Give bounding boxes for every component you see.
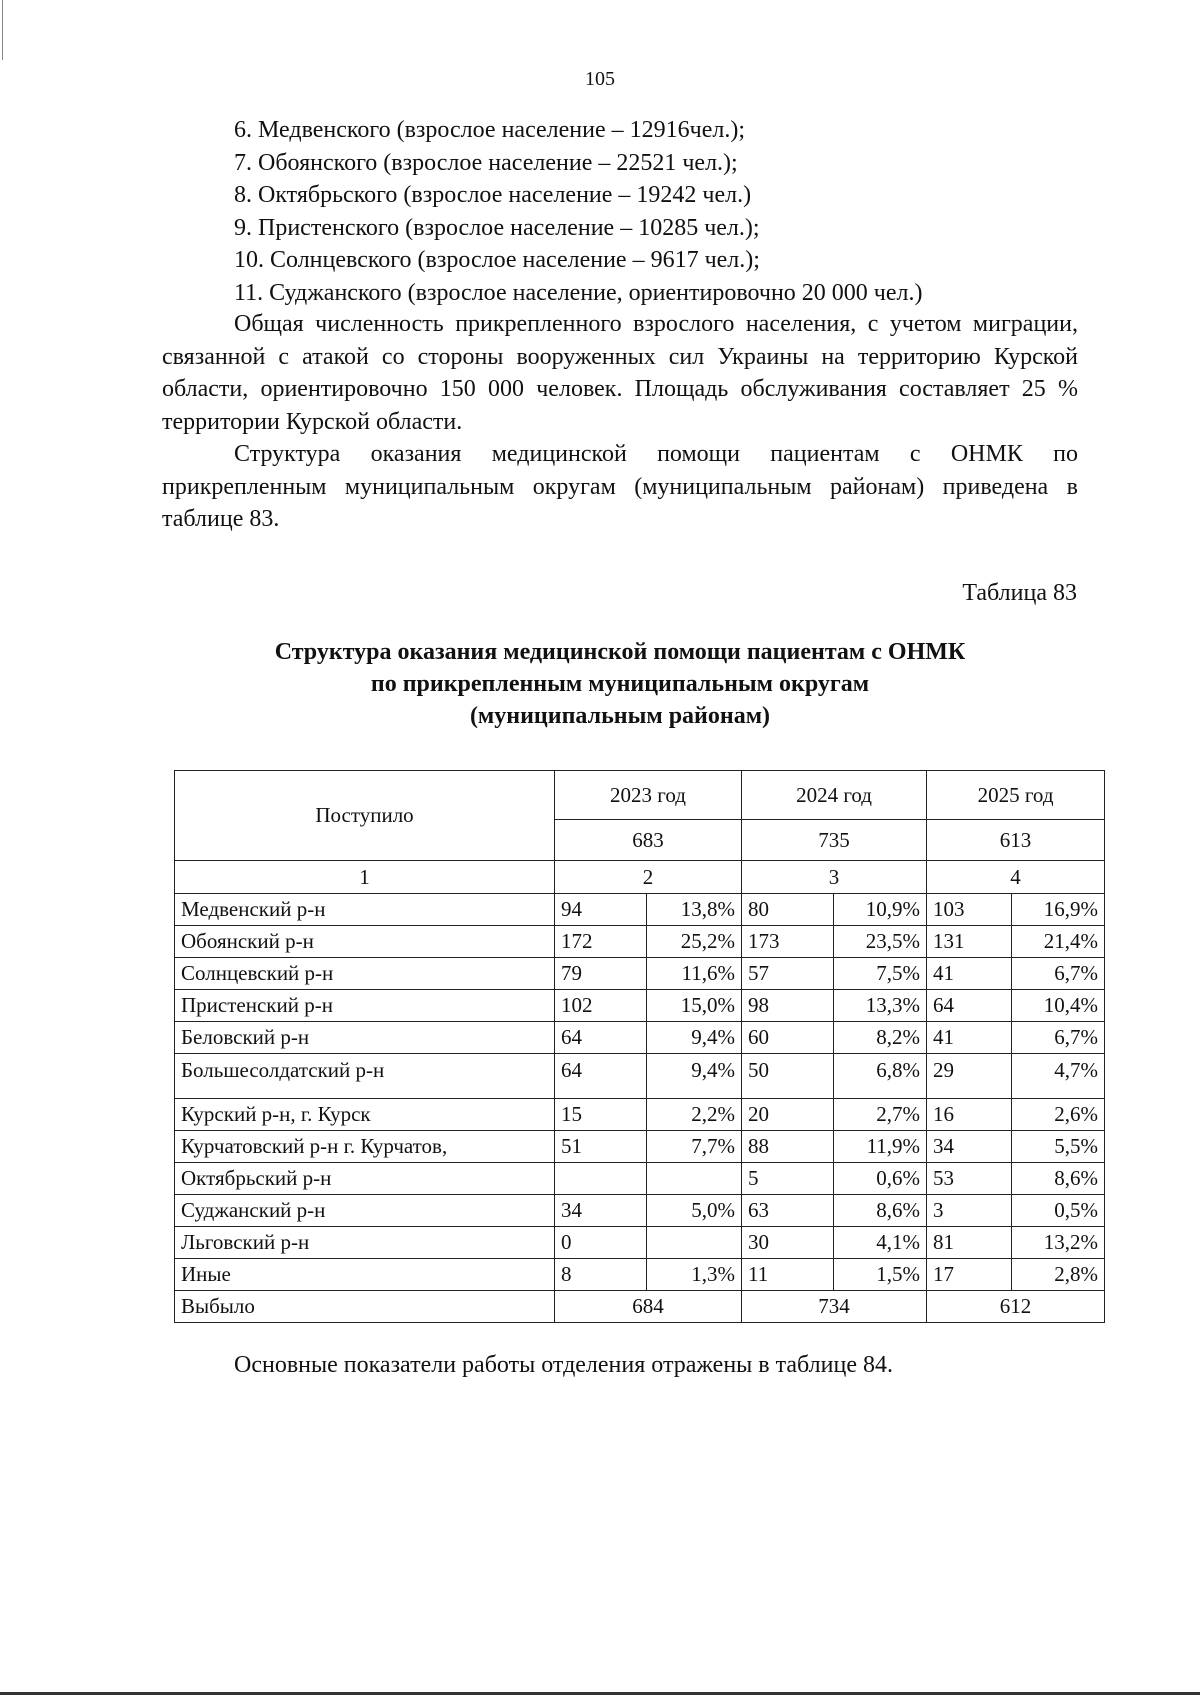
table-footer-row [175,1291,1105,1323]
percent-cell: 9,4% [647,1022,742,1054]
district-name-cell: Иные [175,1259,555,1291]
count-cell: 79 [555,958,647,990]
table-row [175,990,1105,1022]
district-name-cell: Курский р-н, г. Курск [175,1099,555,1131]
table-number: Таблица 83 [962,580,1077,606]
percent-cell: 16,9% [1012,894,1105,926]
total-in-cell: 683 [555,820,742,861]
percent-cell: 6,7% [1012,958,1105,990]
column-number-cell: 2 [555,861,742,894]
percent-cell: 13,2% [1012,1227,1105,1259]
count-cell: 60 [742,1022,834,1054]
count-cell: 20 [742,1099,834,1131]
percent-cell: 13,8% [647,894,742,926]
column-number-cell: 3 [742,861,927,894]
count-cell: 94 [555,894,647,926]
percent-cell: 9,4% [647,1054,742,1099]
count-cell: 51 [555,1131,647,1163]
district-name-cell: Солнцевский р-н [175,958,555,990]
district-name-cell: Курчатовский р-н г. Курчатов, [175,1131,555,1163]
count-cell: 64 [555,1054,647,1099]
count-cell: 41 [927,1022,1012,1054]
list-item: 10. Солнцевского (взрослое население – 9617 чел.); [234,247,760,273]
percent-cell: 15,0% [647,990,742,1022]
header-cell-year: 2025 год [927,771,1105,820]
table-row [175,1022,1105,1054]
percent-cell: 4,1% [834,1227,927,1259]
percent-cell: 5,5% [1012,1131,1105,1163]
column-number-cell: 1 [175,861,555,894]
table-title-line: (муниципальным районам) [469,703,771,729]
percent-cell: 2,6% [1012,1099,1105,1131]
list-item: 7. Обоянского (взрослое население – 22521 чел.); [234,149,738,176]
total-out-cell: 612 [927,1291,1105,1323]
count-cell: 172 [555,926,647,958]
percent-cell: 1,3% [647,1259,742,1291]
percent-cell: 2,7% [834,1099,927,1131]
total-out-cell: 684 [555,1291,742,1323]
page-number: 105 [585,68,615,90]
count-cell: 64 [555,1022,647,1054]
list-item: 11. Суджанского (взрослое население, ориентировочно 20 000 чел.) [234,279,923,306]
count-cell: 80 [742,894,834,926]
percent-cell: 1,5% [834,1259,927,1291]
table-title-line: Структура оказания медицинской помощи пациентам с ОНМК [274,639,966,665]
percent-cell: 10,9% [834,894,927,926]
count-cell: 29 [927,1054,1012,1099]
scan-edge-mark [2,0,3,60]
count-cell: 41 [927,958,1012,990]
count-cell: 11 [742,1259,834,1291]
table-row [175,1163,1105,1195]
column-number-row [175,861,1105,894]
list-item: 9. Пристенского (взрослое население – 10285 чел.); [234,214,760,241]
count-cell: 173 [742,926,834,958]
district-name-cell: Суджанский р-н [175,1195,555,1227]
count-cell: 57 [742,958,834,990]
percent-cell: 7,5% [834,958,927,990]
table-row [175,1195,1105,1227]
count-cell: 34 [927,1131,1012,1163]
percent-cell [647,1227,742,1259]
district-name-cell: Октябрьский р-н [175,1163,555,1195]
total-in-cell: 613 [927,820,1105,861]
count-cell: 98 [742,990,834,1022]
count-cell: 17 [927,1259,1012,1291]
percent-cell: 0,5% [1012,1195,1105,1227]
percent-cell: 8,6% [834,1195,927,1227]
list-item: 8. Октябрьского (взрослое население – 19242 чел.) [234,182,752,208]
count-cell: 88 [742,1131,834,1163]
count-cell: 64 [927,990,1012,1022]
district-name-cell: Медвенский р-н [175,894,555,926]
percent-cell: 7,7% [647,1131,742,1163]
table-row [175,1054,1105,1099]
percent-cell: 6,8% [834,1054,927,1099]
table-row [175,958,1105,990]
percent-cell: 0,6% [834,1163,927,1195]
count-cell: 30 [742,1227,834,1259]
header-cell-received: Поступило [175,771,555,861]
header-cell-year: 2023 год [555,771,742,820]
count-cell: 34 [555,1195,647,1227]
total-in-cell: 735 [742,820,927,861]
count-cell: 15 [555,1099,647,1131]
district-name-cell: Пристенский р-н [175,990,555,1022]
district-name-cell: Большесолдатский р-н [175,1054,555,1099]
percent-cell: 8,6% [1012,1163,1105,1195]
table-row [175,926,1105,958]
table-row [175,1227,1105,1259]
count-cell: 3 [927,1195,1012,1227]
count-cell: 0 [555,1227,647,1259]
percent-cell [647,1163,742,1195]
table-body [175,894,1105,1291]
header-cell-year: 2024 год [742,771,927,820]
percent-cell: 4,7% [1012,1054,1105,1099]
percent-cell: 21,4% [1012,926,1105,958]
district-list [234,114,1094,309]
percent-cell: 2,2% [647,1099,742,1131]
footer-label-cell: Выбыло [175,1291,555,1323]
count-cell: 50 [742,1054,834,1099]
percent-cell: 11,9% [834,1131,927,1163]
percent-cell: 5,0% [647,1195,742,1227]
count-cell: 63 [742,1195,834,1227]
district-name-cell: Беловский р-н [175,1022,555,1054]
percent-cell: 13,3% [834,990,927,1022]
paragraph-population: Общая численность прикрепленного взрослого населения, с учетом миграции, связанной с атакой со стороны вооруженных сил Украины на территорию Курской области, ориентировочно 150 000 человек. Площадь обслуживания составляет 25 % территории Курской области. [162,311,1078,435]
percent-cell: 6,7% [1012,1022,1105,1054]
column-number-cell: 4 [927,861,1105,894]
table-title-line: по прикрепленным муниципальным округам [370,671,870,697]
count-cell: 103 [927,894,1012,926]
table-row [175,894,1105,926]
count-cell: 16 [927,1099,1012,1131]
table-title [0,636,1200,732]
count-cell: 102 [555,990,647,1022]
paragraph-structure: Структура оказания медицинской помощи пациентам с ОНМК по прикрепленным муниципальным округам (муниципальным районам) приведена в таблице 83. [162,441,1078,532]
district-name-cell: Льговский р-н [175,1227,555,1259]
percent-cell: 10,4% [1012,990,1105,1022]
count-cell [555,1163,647,1195]
count-cell: 53 [927,1163,1012,1195]
table-row [175,1131,1105,1163]
total-out-cell: 734 [742,1291,927,1323]
district-name-cell: Обоянский р-н [175,926,555,958]
percent-cell: 23,5% [834,926,927,958]
count-cell: 5 [742,1163,834,1195]
table-row [175,1259,1105,1291]
count-cell: 8 [555,1259,647,1291]
footer-text: Основные показатели работы отделения отражены в таблице 84. [234,1352,893,1378]
data-table [174,770,1105,1323]
percent-cell: 25,2% [647,926,742,958]
count-cell: 131 [927,926,1012,958]
percent-cell: 8,2% [834,1022,927,1054]
table-row [175,1099,1105,1131]
count-cell: 81 [927,1227,1012,1259]
list-item: 6. Медвенского (взрослое население – 12916чел.); [234,117,745,143]
table-header-row [175,771,1105,820]
percent-cell: 2,8% [1012,1259,1105,1291]
scan-bottom-rule [0,1692,1200,1695]
percent-cell: 11,6% [647,958,742,990]
